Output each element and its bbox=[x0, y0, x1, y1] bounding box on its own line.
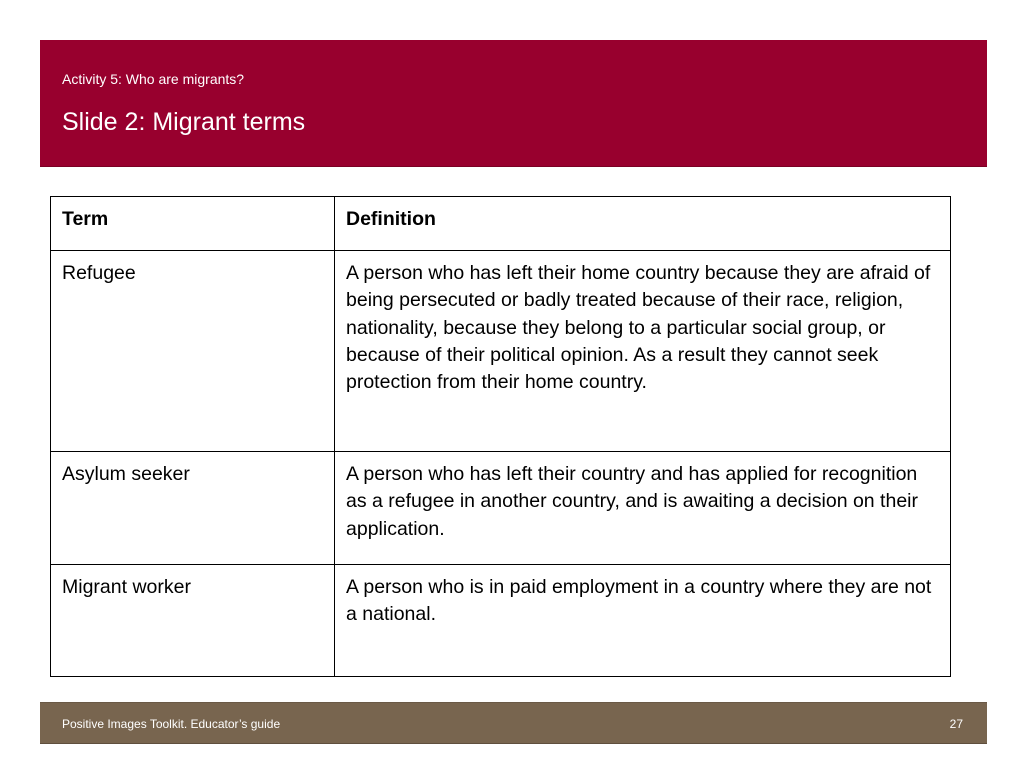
table-row bbox=[51, 565, 951, 677]
activity-subtitle: Activity 5: Who are migrants? bbox=[62, 71, 245, 87]
definition-cell: A person who has left their country and has applied for recognition as a refugee in another country, and is awaiting a decision on their application. bbox=[335, 452, 951, 565]
table-row bbox=[51, 452, 951, 565]
definition-cell: A person who has left their home country because they are afraid of being persecuted or badly treated because of their race, religion, nationality, because they belong to a particular social group, or because of their political opinion. As a result they cannot seek protection from their home country. bbox=[335, 251, 951, 452]
column-header-term: Term bbox=[51, 197, 335, 251]
definition-cell: A person who is in paid employment in a country where they are not a national. bbox=[335, 565, 951, 677]
terms-table bbox=[50, 196, 951, 677]
page-number: 27 bbox=[949, 717, 963, 731]
term-cell: Asylum seeker bbox=[51, 452, 335, 565]
footer-text: Positive Images Toolkit. Educator’s guide bbox=[62, 717, 281, 731]
footer-band bbox=[40, 702, 987, 744]
term-cell: Refugee bbox=[51, 251, 335, 452]
table-header-row bbox=[51, 197, 951, 251]
term-cell: Migrant worker bbox=[51, 565, 335, 677]
table-row bbox=[51, 251, 951, 452]
header-band bbox=[40, 40, 987, 167]
column-header-definition: Definition bbox=[335, 197, 951, 251]
slide-title: Slide 2: Migrant terms bbox=[62, 108, 306, 136]
